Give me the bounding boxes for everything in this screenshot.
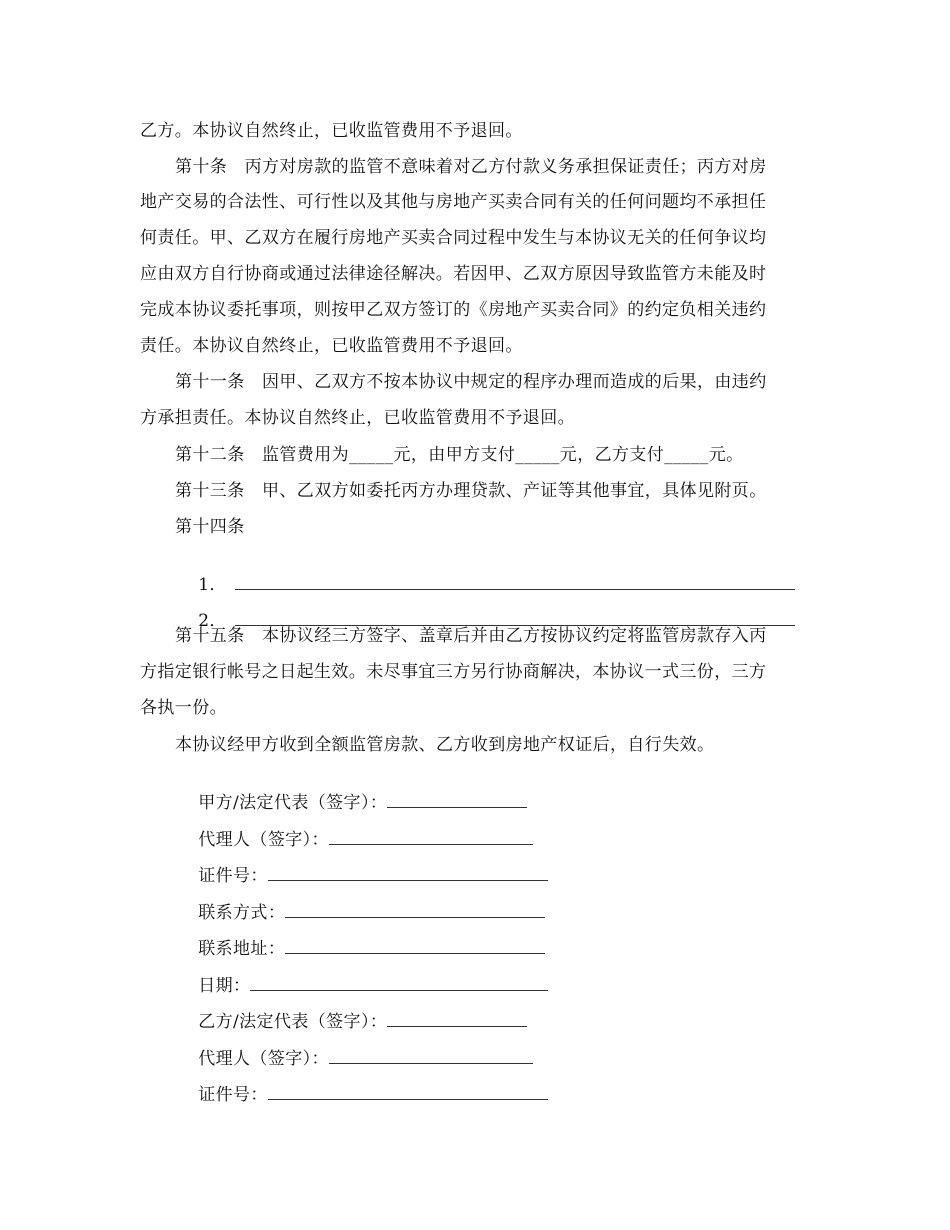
party-b-id-number xyxy=(175,1062,548,1128)
field-label: 证件号： xyxy=(198,1085,268,1105)
signature-blank xyxy=(285,939,545,954)
signature-blank xyxy=(268,1085,548,1100)
article-13-line: 第十三条 甲、乙双方如委托丙方办理贷款、产证等其他事宜，具体见附页。 xyxy=(175,481,767,501)
article-10-line: 第十条 丙方对房款的监管不意味着对乙方付款义务承担保证责任；丙方对房 xyxy=(175,157,767,177)
field-label: 证件号： xyxy=(198,866,268,886)
article-12-line: 第十二条 监管费用为_____元，由甲方支付_____元，乙方支付_____元。 xyxy=(175,445,744,465)
article-14-heading: 第十四条 xyxy=(175,517,245,537)
field-label: 乙方/法定代表（签字）： xyxy=(198,1012,388,1032)
field-label: 联系方式： xyxy=(198,903,286,923)
signature-blank xyxy=(268,866,548,881)
paragraph-line: 方指定银行帐号之日起生效。未尽事宜三方另行协商解决，本协议一式三份，三方 xyxy=(140,662,767,682)
paragraph-line: 方承担责任。本协议自然终止，已收监管费用不予退回。 xyxy=(140,408,575,428)
paragraph-line: 乙方。本协议自然终止，已收监管费用不予退回。 xyxy=(140,121,523,141)
field-label: 联系地址： xyxy=(198,939,286,959)
signature-blank xyxy=(387,1012,527,1027)
item-number: 1． xyxy=(198,575,227,595)
article-11-line: 第十一条 因甲、乙双方不按本协议中规定的程序办理而造成的后果，由违约 xyxy=(175,372,767,392)
article-15-line: 第十五条 本协议经三方签字、盖章后并由乙方按协议约定将监管房款存入丙 xyxy=(175,626,767,646)
paragraph-line: 各执一份。 xyxy=(140,698,227,718)
field-label: 代理人（签字）： xyxy=(198,1049,329,1069)
paragraph-line: 地产交易的合法性、可行性以及其他与房地产买卖合同有关的任何问题均不承担任 xyxy=(140,192,767,212)
field-label: 甲方/法定代表（签字）： xyxy=(198,793,388,813)
signature-blank xyxy=(387,793,527,808)
field-label: 日期： xyxy=(198,976,251,996)
field-label: 代理人（签字）： xyxy=(198,830,329,850)
paragraph-line: 应由双方自行协商或通过法律途径解决。若因甲、乙双方原因导致监管方未能及时 xyxy=(140,264,767,284)
paragraph-line: 何责任。甲、乙双方在履行房地产买卖合同过程中发生与本协议无关的任何争议均 xyxy=(140,228,767,248)
item-number: 2． xyxy=(198,611,227,631)
blank-underline xyxy=(235,611,795,626)
paragraph-line: 责任。本协议自然终止，已收监管费用不予退回。 xyxy=(140,336,523,356)
paragraph-line: 完成本协议委托事项，则按甲乙双方签订的《房地产买卖合同》的约定负相关违约 xyxy=(140,300,767,320)
termination-line: 本协议经甲方收到全额监管房款、乙方收到房地产权证后，自行失效。 xyxy=(175,735,715,755)
